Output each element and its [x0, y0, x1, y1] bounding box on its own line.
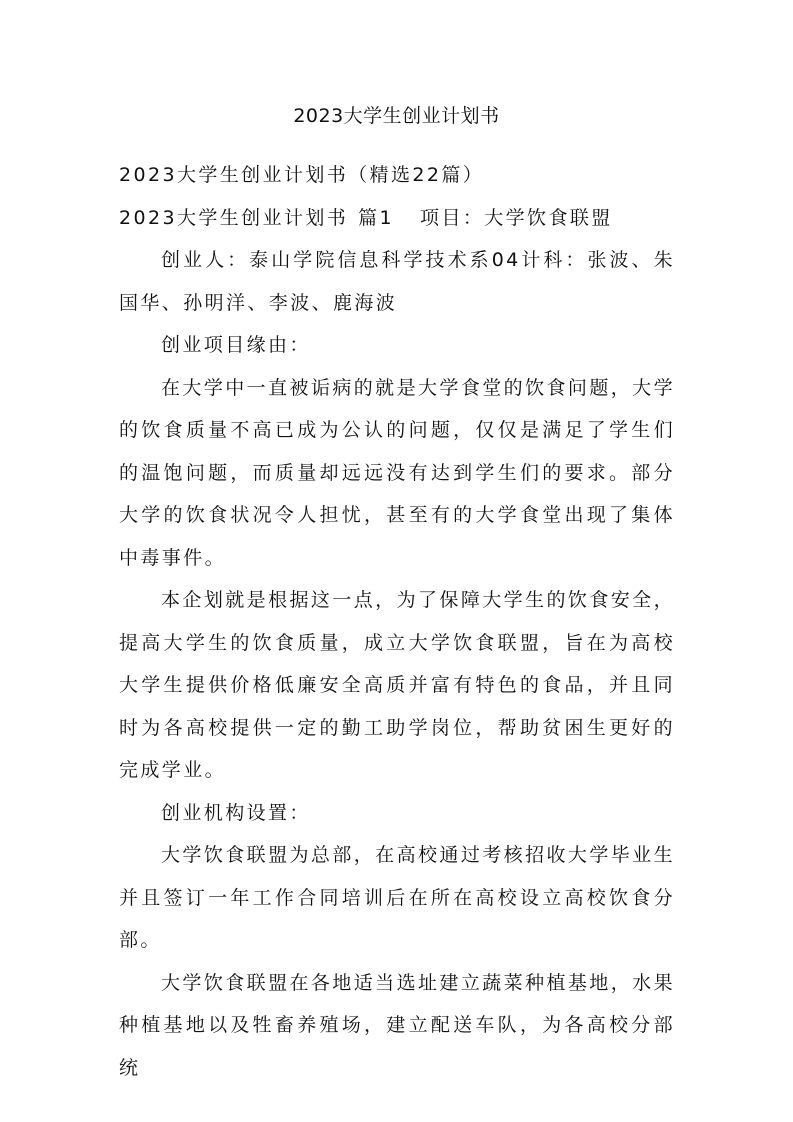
document-title: 2023大学生创业计划书 [293, 105, 500, 127]
section-heading-name: 2023大学生创业计划书 [119, 206, 349, 229]
paragraph-reason-body: 在大学中一直被诟病的就是大学食堂的饮食问题，大学的饮食质量不高已成为公认的问题，仅仅是满足了学生们的温饱问题，而质量却远远没有达到学生们的要求。部分大学的饮食状况令人担忧，甚至有的大学食堂出现了集体中毒事件。 [119, 376, 675, 569]
paragraph-structure-body: 大学饮食联盟为总部，在高校通过考核招收大学毕业生并且签订一年工作合同培训后在所在高校设立高校饮食分部。 [119, 844, 675, 951]
paragraph-reason-heading: 创业项目缘由： [161, 334, 311, 356]
paragraph-base-setup: 大学饮食联盟在各地适当选址建立蔬菜种植基地，水果种植基地以及牲畜养殖场，建立配送车队，为各高校分部统 [119, 971, 675, 1079]
document-subtitle: 2023大学生创业计划书（精选22篇） [119, 164, 485, 186]
paragraph-founders: 创业人：泰山学院信息科学技术系04计科：张波、朱国华、孙明洋、李波、鹿海波 [119, 249, 675, 314]
document-body [119, 154, 675, 1089]
paragraph-structure-heading: 创业机构设置： [161, 801, 311, 824]
section-heading-project: 项目：大学饮食联盟 [420, 206, 613, 229]
section-heading [119, 197, 675, 240]
section-heading-part: 篇1 [358, 206, 395, 229]
paragraph-plan-purpose: 本企划就是根据这一点，为了保障大学生的饮食安全，提高大学生的饮食质量，成立大学饮食联盟，旨在为高校大学生提供价格低廉安全高质并富有特色的食品，并且同时为各高校提供一定的勤工助学岗位，帮助贫困生更好的完成学业。 [119, 589, 675, 781]
